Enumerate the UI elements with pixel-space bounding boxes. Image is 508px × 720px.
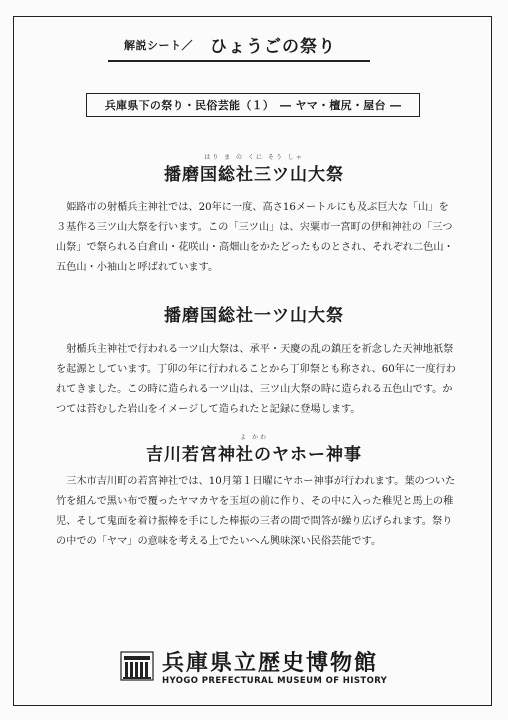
section-3-title: 吉川若宮神社のヤホー神事 xyxy=(146,445,362,465)
section-2-title: 播磨国総社一ツ山大祭 xyxy=(164,306,344,326)
subtitle-box xyxy=(86,93,420,117)
section-2-paragraph: 射楯兵主神社で行われる一ツ山大祭は、承平・天慶の乱の鎮圧を祈念した天神地祇祭を起源としています。丁卯の年に行われることから丁卯祭とも称され、60年に一度行われてきました。この時に造られる一ツ山は、三ツ山大祭の時に造られる五色山です。かつては苔むした岩山をイメージして造られたと記録に登場します。 xyxy=(56,344,456,415)
museum-name-jp: 兵庫県立歴史博物館 xyxy=(162,651,379,676)
section-1-body xyxy=(56,198,456,278)
header-underline xyxy=(108,60,370,62)
museum-name-en: HYOGO PREFECTURAL MUSEUM OF HISTORY xyxy=(162,676,388,686)
section-3-ruby: よ かわ xyxy=(240,434,268,441)
section-3-paragraph: 三木市吉川町の若宮神社では、10月第１日曜にヤホー神事が行われます。葉のついた竹を組んで黒い布で覆ったヤマカヤを玉垣の前に作り、その中に入った稚児と馬上の稚児、そして鬼面を着け振棒を手にした棒振の三者の間で問答が繰り広げられます。祭りの中での「ヤマ」の意味を考える上でたいへん興味深い民俗芸能です。 xyxy=(56,476,456,547)
museum-logo xyxy=(120,644,388,692)
museum-building-icon xyxy=(120,648,154,682)
section-1-ruby: はり ま の くに そう しゃ xyxy=(204,154,304,161)
sheet-label: 解説シート／ xyxy=(124,39,193,52)
section-3-body xyxy=(56,472,456,552)
section-1-title: 播磨国総社三ツ山大祭 xyxy=(164,165,344,185)
page-title: ひょうごの祭り xyxy=(210,37,336,57)
subtitle-text: 兵庫県下の祭り・民俗芸能（１） ― ヤマ・檀尻・屋台 ― xyxy=(104,99,402,112)
section-2-body xyxy=(56,340,456,420)
section-1-paragraph: 姫路市の射楯兵主神社では、20年に一度、高さ16メートルにも及ぶ巨大な「山」を３基作る三ツ山大祭を行います。この「三ツ山」は、宍粟市一宮町の伊和神社の「三つ山祭」で祭られる白倉山・花咲山・高畑山をかたどったものとされ、それぞれ二色山・五色山・小袖山と呼ばれています。 xyxy=(56,202,454,273)
